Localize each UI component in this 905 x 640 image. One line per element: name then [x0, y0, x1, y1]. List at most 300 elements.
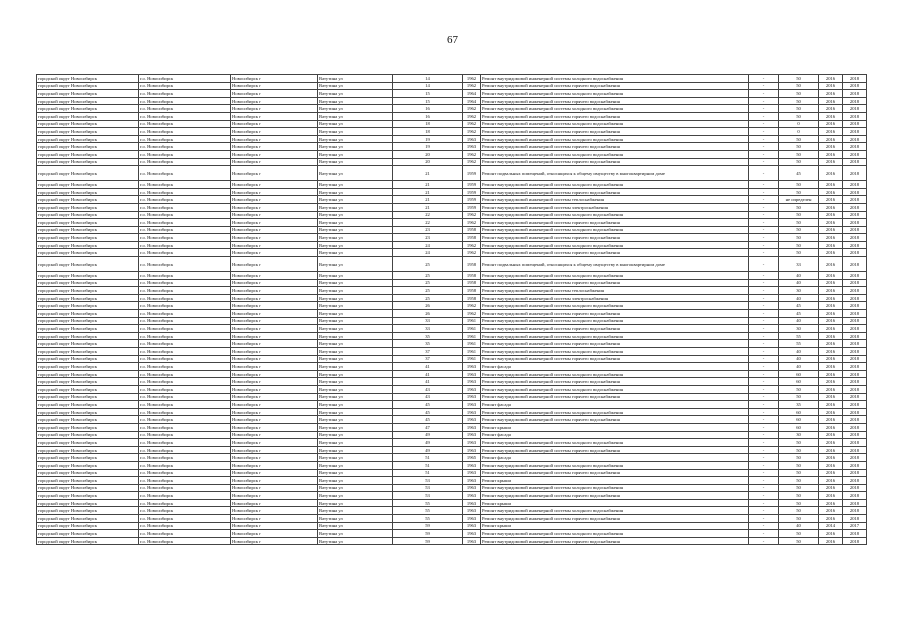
cell-street: Ватутина ул: [318, 530, 393, 538]
cell-dash: -: [749, 219, 779, 227]
table-row: [37, 492, 867, 500]
cell-cost: 50: [779, 97, 819, 105]
cell-year-from: 2016: [819, 446, 843, 454]
cell-year-to: 2018: [843, 97, 867, 105]
cell-street: Ватутина ул: [318, 203, 393, 211]
cell-work: Ремонт крыши: [481, 423, 749, 431]
cell-district: городской округ Новосибирск: [37, 423, 139, 431]
cell-year-to: 2018: [843, 272, 867, 280]
cell-year-to: 2018: [843, 82, 867, 90]
cell-dash: -: [749, 90, 779, 98]
cell-year-from: 2016: [819, 477, 843, 485]
cell-settlement: г.о. Новосибирск: [139, 484, 231, 492]
cell-dash: -: [749, 82, 779, 90]
cell-cost: 50: [779, 112, 819, 120]
cell-settlement: г.о. Новосибирск: [139, 325, 231, 333]
cell-district: городской округ Новосибирск: [37, 203, 139, 211]
cell-settlement: г.о. Новосибирск: [139, 332, 231, 340]
cell-cost: 0: [779, 128, 819, 136]
cell-work: Ремонт внутридомовой инженерной системы холодного водоснабжения: [481, 484, 749, 492]
cell-year-to: 2018: [843, 325, 867, 333]
cell-settlement: г.о. Новосибирск: [139, 378, 231, 386]
cell-district: городской округ Новосибирск: [37, 287, 139, 295]
cell-year-to: 2018: [843, 492, 867, 500]
cell-year-from: 2016: [819, 370, 843, 378]
table-row: [37, 226, 867, 234]
cell-settlement: г.о. Новосибирск: [139, 279, 231, 287]
cell-year-to: 2018: [843, 423, 867, 431]
cell-dash: -: [749, 477, 779, 485]
cell-street: Ватутина ул: [318, 423, 393, 431]
cell-house: 22: [393, 211, 463, 219]
cell-street: Ватутина ул: [318, 112, 393, 120]
cell-district: городской округ Новосибирск: [37, 431, 139, 439]
cell-house: 25: [393, 257, 463, 272]
cell-house: 35: [393, 332, 463, 340]
cell-district: городской округ Новосибирск: [37, 355, 139, 363]
cell-work: Ремонт внутридомовой инженерной системы холодного водоснабжения: [481, 181, 749, 189]
cell-year-built: 1961: [463, 355, 481, 363]
cell-house: 20: [393, 158, 463, 166]
cell-district: городской округ Новосибирск: [37, 477, 139, 485]
cell-district: городской округ Новосибирск: [37, 454, 139, 462]
cell-house: 41: [393, 378, 463, 386]
cell-district: городской округ Новосибирск: [37, 90, 139, 98]
table-row: [37, 219, 867, 227]
cell-work: Ремонт фасада: [481, 431, 749, 439]
cell-settlement: г.о. Новосибирск: [139, 439, 231, 447]
cell-work: Ремонт внутридомовой инженерной системы холодного водоснабжения: [481, 211, 749, 219]
cell-year-from: 2016: [819, 348, 843, 356]
cell-settlement: г.о. Новосибирск: [139, 90, 231, 98]
cell-cost: 50: [779, 90, 819, 98]
cell-dash: -: [749, 393, 779, 401]
cell-settlement: г.о. Новосибирск: [139, 431, 231, 439]
cell-settlement: г.о. Новосибирск: [139, 234, 231, 242]
cell-dash: -: [749, 75, 779, 83]
cell-work: Ремонт внутридомовой инженерной системы теплоснабжения: [481, 287, 749, 295]
cell-street: Ватутина ул: [318, 120, 393, 128]
cell-cost: 40: [779, 317, 819, 325]
cell-dash: -: [749, 158, 779, 166]
cell-street: Ватутина ул: [318, 234, 393, 242]
cell-district: городской округ Новосибирск: [37, 166, 139, 181]
cell-settlement: г.о. Новосибирск: [139, 310, 231, 318]
cell-cost: 50: [779, 530, 819, 538]
cell-settlement: г.о. Новосибирск: [139, 477, 231, 485]
cell-year-from: 2016: [819, 401, 843, 409]
cell-house: 14: [393, 82, 463, 90]
cell-locality: Новосибирск г: [231, 294, 318, 302]
table-row: [37, 499, 867, 507]
cell-locality: Новосибирск г: [231, 120, 318, 128]
cell-dash: -: [749, 166, 779, 181]
cell-locality: Новосибирск г: [231, 257, 318, 272]
cell-house: 55: [393, 507, 463, 515]
cell-year-from: 2016: [819, 294, 843, 302]
cell-year-from: 2016: [819, 135, 843, 143]
cell-settlement: г.о. Новосибирск: [139, 370, 231, 378]
cell-dash: -: [749, 348, 779, 356]
cell-district: городской округ Новосибирск: [37, 492, 139, 500]
cell-year-built: 1963: [463, 431, 481, 439]
cell-cost: не определен: [779, 196, 819, 204]
cell-house: 53: [393, 484, 463, 492]
cell-dash: -: [749, 469, 779, 477]
cell-street: Ватутина ул: [318, 181, 393, 189]
cell-house: 45: [393, 416, 463, 424]
cell-work: Ремонт внутридомовой инженерной системы горячего водоснабжения: [481, 515, 749, 523]
table-row: [37, 423, 867, 431]
cell-house: 49: [393, 431, 463, 439]
cell-year-built: 1958: [463, 279, 481, 287]
cell-dash: -: [749, 537, 779, 545]
cell-dash: -: [749, 249, 779, 257]
cell-year-from: 2016: [819, 507, 843, 515]
cell-work: Ремонт внутридомовой инженерной системы холодного водоснабжения: [481, 105, 749, 113]
cell-cost: 50: [779, 143, 819, 151]
cell-locality: Новосибирск г: [231, 332, 318, 340]
cell-cost: 50: [779, 234, 819, 242]
table-row: [37, 393, 867, 401]
cell-locality: Новосибирск г: [231, 416, 318, 424]
cell-house: 24: [393, 241, 463, 249]
cell-cost: 50: [779, 461, 819, 469]
cell-cost: 50: [779, 105, 819, 113]
cell-year-from: 2016: [819, 287, 843, 295]
cell-settlement: г.о. Новосибирск: [139, 226, 231, 234]
cell-dash: -: [749, 226, 779, 234]
cell-settlement: г.о. Новосибирск: [139, 219, 231, 227]
cell-street: Ватутина ул: [318, 454, 393, 462]
cell-year-from: 2016: [819, 454, 843, 462]
table-row: [37, 241, 867, 249]
cell-work: Ремонт подвальных помещений, относящихся к общему имуществу в многоквартирном доме: [481, 257, 749, 272]
cell-year-from: 2016: [819, 416, 843, 424]
cell-locality: Новосибирск г: [231, 423, 318, 431]
table-row: [37, 355, 867, 363]
cell-house: 45: [393, 408, 463, 416]
cell-street: Ватутина ул: [318, 75, 393, 83]
cell-street: Ватутина ул: [318, 340, 393, 348]
cell-cost: 30: [779, 287, 819, 295]
cell-settlement: г.о. Новосибирск: [139, 522, 231, 530]
cell-house: 25: [393, 294, 463, 302]
cell-settlement: г.о. Новосибирск: [139, 75, 231, 83]
table-row: [37, 461, 867, 469]
table-row: [37, 105, 867, 113]
cell-cost: 50: [779, 492, 819, 500]
cell-work: Ремонт внутридомовой инженерной системы горячего водоснабжения: [481, 188, 749, 196]
cell-work: Ремонт внутридомовой инженерной системы горячего водоснабжения: [481, 416, 749, 424]
cell-dash: -: [749, 135, 779, 143]
cell-year-built: 1962: [463, 241, 481, 249]
cell-locality: Новосибирск г: [231, 90, 318, 98]
cell-work: Ремонт внутридомовой инженерной системы холодного водоснабжения: [481, 348, 749, 356]
cell-year-to: 2018: [843, 439, 867, 447]
cell-settlement: г.о. Новосибирск: [139, 112, 231, 120]
cell-year-to: 2018: [843, 401, 867, 409]
cell-locality: Новосибирск г: [231, 484, 318, 492]
cell-district: городской округ Новосибирск: [37, 75, 139, 83]
cell-settlement: г.о. Новосибирск: [139, 158, 231, 166]
cell-street: Ватутина ул: [318, 257, 393, 272]
cell-district: городской округ Новосибирск: [37, 97, 139, 105]
cell-year-to: 2018: [843, 408, 867, 416]
cell-work: Ремонт внутридомовой инженерной системы горячего водоснабжения: [481, 537, 749, 545]
cell-year-built: 1959: [463, 203, 481, 211]
cell-house: 51: [393, 461, 463, 469]
cell-dash: -: [749, 317, 779, 325]
cell-locality: Новосибирск г: [231, 135, 318, 143]
cell-year-to: 2018: [843, 203, 867, 211]
cell-settlement: г.о. Новосибирск: [139, 143, 231, 151]
cell-year-from: 2016: [819, 492, 843, 500]
cell-year-to: 2018: [843, 515, 867, 523]
cell-district: городской округ Новосибирск: [37, 408, 139, 416]
cell-year-built: 1962: [463, 75, 481, 83]
cell-dash: -: [749, 241, 779, 249]
cell-year-built: 1964: [463, 97, 481, 105]
cell-dash: -: [749, 446, 779, 454]
cell-district: городской округ Новосибирск: [37, 537, 139, 545]
cell-year-to: 2018: [843, 454, 867, 462]
cell-year-from: 2016: [819, 90, 843, 98]
cell-work: Ремонт внутридомовой инженерной системы горячего водоснабжения: [481, 82, 749, 90]
cell-locality: Новосибирск г: [231, 370, 318, 378]
cell-house: 49: [393, 439, 463, 447]
cell-street: Ватутина ул: [318, 393, 393, 401]
cell-locality: Новосибирск г: [231, 499, 318, 507]
cell-settlement: г.о. Новосибирск: [139, 128, 231, 136]
table-row: [37, 317, 867, 325]
cell-year-from: 2016: [819, 408, 843, 416]
cell-district: городской округ Новосибирск: [37, 446, 139, 454]
cell-settlement: г.о. Новосибирск: [139, 272, 231, 280]
cell-year-from: 2016: [819, 166, 843, 181]
cell-year-built: 1962: [463, 211, 481, 219]
cell-street: Ватутина ул: [318, 408, 393, 416]
cell-street: Ватутина ул: [318, 484, 393, 492]
cell-year-built: 1961: [463, 348, 481, 356]
cell-settlement: г.о. Новосибирск: [139, 294, 231, 302]
cell-work: Ремонт крыши: [481, 499, 749, 507]
cell-dash: -: [749, 196, 779, 204]
cell-house: 33: [393, 317, 463, 325]
cell-house: 53: [393, 492, 463, 500]
cell-locality: Новосибирск г: [231, 530, 318, 538]
cell-district: городской округ Новосибирск: [37, 188, 139, 196]
cell-year-from: 2016: [819, 188, 843, 196]
table-row: [37, 332, 867, 340]
cell-year-from: 2016: [819, 279, 843, 287]
cell-work: Ремонт фасада: [481, 363, 749, 371]
cell-work: Ремонт внутридомовой инженерной системы горячего водоснабжения: [481, 325, 749, 333]
cell-locality: Новосибирск г: [231, 234, 318, 242]
table-row: [37, 249, 867, 257]
cell-district: городской округ Новосибирск: [37, 294, 139, 302]
cell-street: Ватутина ул: [318, 97, 393, 105]
cell-year-to: 2018: [843, 241, 867, 249]
cell-locality: Новосибирск г: [231, 401, 318, 409]
cell-district: городской округ Новосибирск: [37, 363, 139, 371]
cell-year-built: 1961: [463, 325, 481, 333]
cell-locality: Новосибирск г: [231, 249, 318, 257]
cell-street: Ватутина ул: [318, 82, 393, 90]
cell-settlement: г.о. Новосибирск: [139, 499, 231, 507]
cell-year-from: 2016: [819, 120, 843, 128]
table-row: [37, 302, 867, 310]
cell-street: Ватутина ул: [318, 385, 393, 393]
cell-dash: -: [749, 515, 779, 523]
cell-district: городской округ Новосибирск: [37, 530, 139, 538]
cell-house: 15: [393, 97, 463, 105]
cell-year-from: 2016: [819, 310, 843, 318]
cell-year-built: 1963: [463, 385, 481, 393]
cell-work: Ремонт подвальных помещений, относящихся к общему имуществу в многоквартирном доме: [481, 166, 749, 181]
cell-year-built: 1963: [463, 416, 481, 424]
cell-year-to: 2018: [843, 287, 867, 295]
cell-locality: Новосибирск г: [231, 385, 318, 393]
cell-district: городской округ Новосибирск: [37, 416, 139, 424]
cell-settlement: г.о. Новосибирск: [139, 241, 231, 249]
cell-year-to: 2018: [843, 363, 867, 371]
table-row: [37, 530, 867, 538]
cell-year-to: 2018: [843, 181, 867, 189]
cell-year-to: 2018: [843, 317, 867, 325]
cell-district: городской округ Новосибирск: [37, 522, 139, 530]
cell-locality: Новосибирск г: [231, 439, 318, 447]
cell-work: Ремонт внутридомовой инженерной системы холодного водоснабжения: [481, 370, 749, 378]
cell-work: Ремонт внутридомовой инженерной системы горячего водоснабжения: [481, 249, 749, 257]
cell-year-to: 2018: [843, 484, 867, 492]
cell-house: 26: [393, 302, 463, 310]
table-row: [37, 257, 867, 272]
cell-street: Ватутина ул: [318, 150, 393, 158]
table-row: [37, 378, 867, 386]
cell-dash: -: [749, 234, 779, 242]
table-row: [37, 408, 867, 416]
cell-dash: -: [749, 499, 779, 507]
cell-street: Ватутина ул: [318, 348, 393, 356]
cell-house: 16: [393, 105, 463, 113]
cell-year-to: 2018: [843, 340, 867, 348]
cell-locality: Новосибирск г: [231, 97, 318, 105]
cell-dash: -: [749, 257, 779, 272]
cell-settlement: г.о. Новосибирск: [139, 401, 231, 409]
cell-house: 41: [393, 363, 463, 371]
cell-dash: -: [749, 484, 779, 492]
cell-dash: -: [749, 492, 779, 500]
cell-cost: 60: [779, 408, 819, 416]
cell-work: Ремонт фасада: [481, 401, 749, 409]
cell-house: 55: [393, 515, 463, 523]
cell-street: Ватутина ул: [318, 355, 393, 363]
cell-locality: Новосибирск г: [231, 279, 318, 287]
cell-district: городской округ Новосибирск: [37, 385, 139, 393]
cell-dash: -: [749, 507, 779, 515]
cell-district: городской округ Новосибирск: [37, 105, 139, 113]
table-row: [37, 211, 867, 219]
cell-dash: -: [749, 203, 779, 211]
cell-dash: -: [749, 385, 779, 393]
cell-year-to: 2018: [843, 120, 867, 128]
cell-year-to: 2018: [843, 211, 867, 219]
cell-year-from: 2016: [819, 385, 843, 393]
cell-settlement: г.о. Новосибирск: [139, 105, 231, 113]
cell-cost: 30: [779, 325, 819, 333]
cell-cost: 55: [779, 340, 819, 348]
table-row: [37, 294, 867, 302]
cell-settlement: г.о. Новосибирск: [139, 196, 231, 204]
cell-cost: 45: [779, 166, 819, 181]
cell-cost: 40: [779, 348, 819, 356]
cell-year-to: 2018: [843, 530, 867, 538]
cell-dash: -: [749, 188, 779, 196]
cell-house: 15: [393, 90, 463, 98]
cell-dash: -: [749, 302, 779, 310]
cell-work: Ремонт фасада: [481, 454, 749, 462]
cell-house: 41: [393, 370, 463, 378]
cell-dash: -: [749, 181, 779, 189]
cell-district: городской округ Новосибирск: [37, 82, 139, 90]
cell-street: Ватутина ул: [318, 302, 393, 310]
cell-district: городской округ Новосибирск: [37, 249, 139, 257]
cell-settlement: г.о. Новосибирск: [139, 423, 231, 431]
cell-settlement: г.о. Новосибирск: [139, 454, 231, 462]
cell-year-to: 2018: [843, 477, 867, 485]
cell-settlement: г.о. Новосибирск: [139, 446, 231, 454]
cell-district: городской округ Новосибирск: [37, 150, 139, 158]
cell-locality: Новосибирск г: [231, 226, 318, 234]
cell-house: 43: [393, 393, 463, 401]
cell-cost: 50: [779, 82, 819, 90]
cell-cost: 50: [779, 150, 819, 158]
cell-settlement: г.о. Новосибирск: [139, 120, 231, 128]
cell-house: 14: [393, 75, 463, 83]
cell-locality: Новосибирск г: [231, 241, 318, 249]
cell-district: городской округ Новосибирск: [37, 226, 139, 234]
cell-settlement: г.о. Новосибирск: [139, 469, 231, 477]
cell-district: городской округ Новосибирск: [37, 234, 139, 242]
cell-street: Ватутина ул: [318, 272, 393, 280]
table-row: [37, 537, 867, 545]
cell-year-from: 2016: [819, 112, 843, 120]
cell-year-from: 2016: [819, 537, 843, 545]
cell-dash: -: [749, 461, 779, 469]
cell-locality: Новосибирск г: [231, 310, 318, 318]
table-row: [37, 272, 867, 280]
cell-cost: 60: [779, 416, 819, 424]
table-row: [37, 279, 867, 287]
cell-locality: Новосибирск г: [231, 272, 318, 280]
cell-district: городской округ Новосибирск: [37, 484, 139, 492]
cell-settlement: г.о. Новосибирск: [139, 363, 231, 371]
cell-street: Ватутина ул: [318, 325, 393, 333]
cell-locality: Новосибирск г: [231, 82, 318, 90]
cell-house: 51: [393, 454, 463, 462]
cell-year-from: 2016: [819, 363, 843, 371]
table-row: [37, 234, 867, 242]
cell-district: городской округ Новосибирск: [37, 317, 139, 325]
cell-district: городской округ Новосибирск: [37, 143, 139, 151]
cell-house: 21: [393, 196, 463, 204]
cell-year-built: 1963: [463, 363, 481, 371]
cell-house: 53: [393, 477, 463, 485]
cell-dash: -: [749, 143, 779, 151]
cell-cost: 50: [779, 188, 819, 196]
cell-year-from: 2016: [819, 393, 843, 401]
